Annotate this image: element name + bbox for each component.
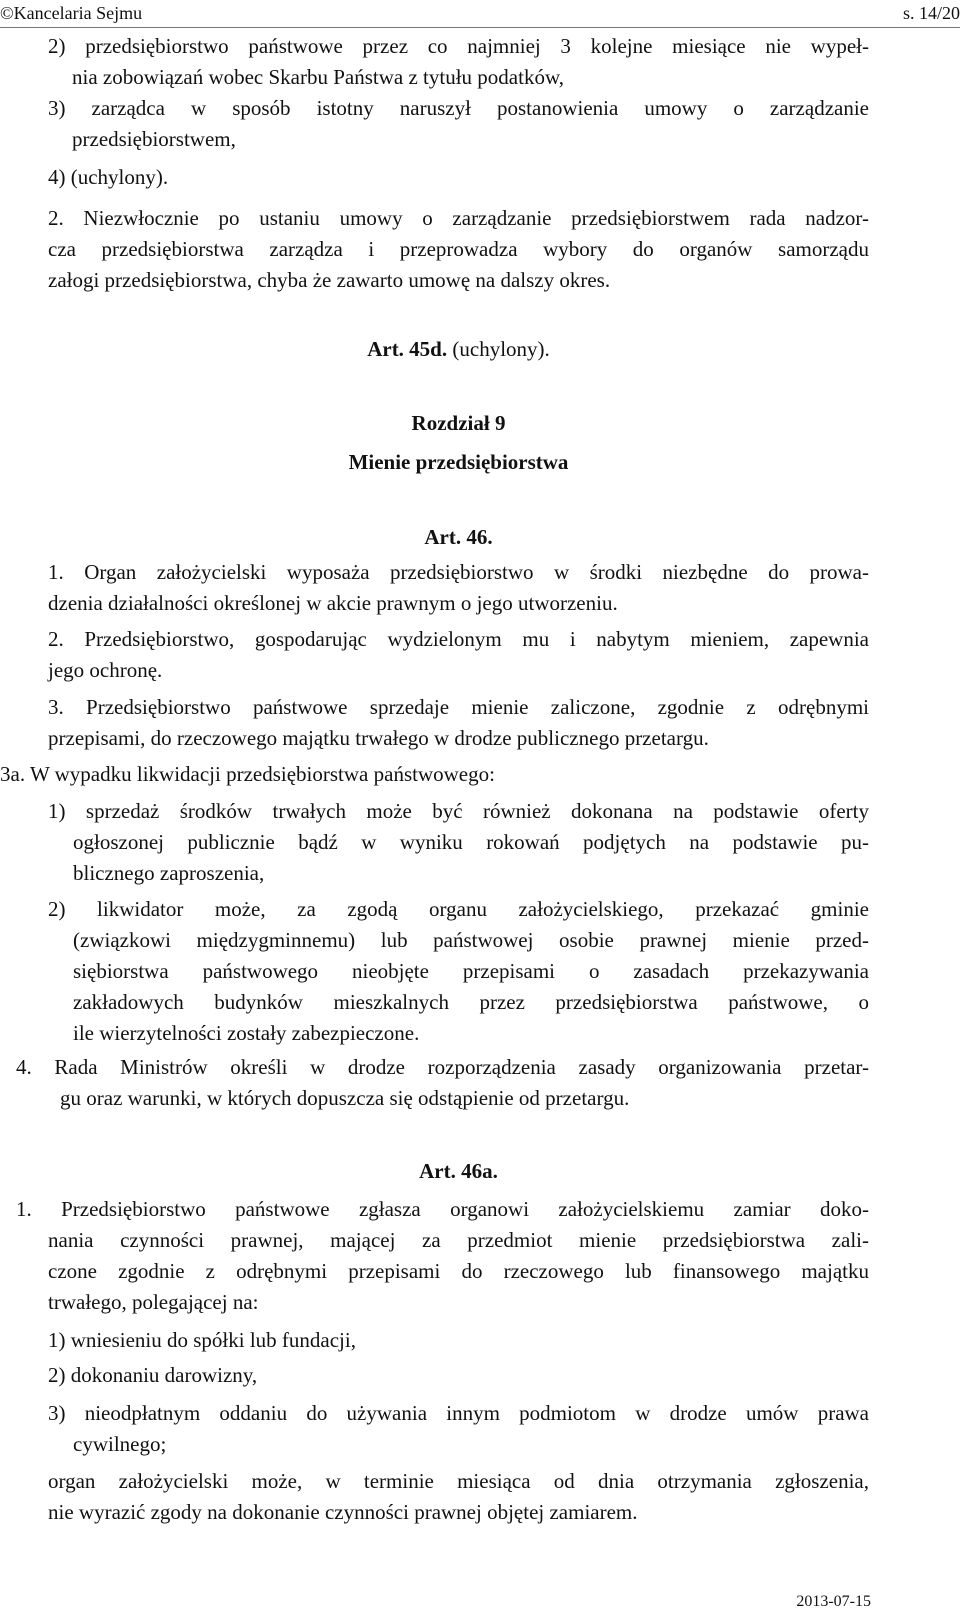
text-line: trwałego, polegającej na: <box>48 1290 259 1314</box>
text-line: jego ochronę. <box>48 658 163 682</box>
article-text: (uchylony). <box>447 337 550 361</box>
chapter-number: Rozdział 9 <box>411 411 506 435</box>
art45c-point-3 <box>48 93 869 155</box>
art46-section-3a <box>0 759 869 790</box>
text-line: gu oraz warunki, w których dopuszcza się odstąpienie od przetargu. <box>60 1086 630 1110</box>
text-line: 3) zarządca w sposób istotny naruszył postanowienia umowy o zarządzanie <box>48 96 869 120</box>
text-line: blicznego zaproszenia, <box>73 861 265 885</box>
art46a-final-paragraph <box>48 1466 869 1528</box>
art46-3a-point-2 <box>48 894 869 1049</box>
header-copyright: ©Kancelaria Sejmu <box>0 3 143 23</box>
art46a-point-1 <box>48 1325 869 1356</box>
text-line: nia zobowiązań wobec Skarbu Państwa z tytułu podatków, <box>72 65 565 89</box>
art46a-section-1 <box>16 1194 869 1318</box>
text-line: załogi przedsiębiorstwa, chyba że zawarto umowę na dalszy okres. <box>48 268 611 292</box>
text-line: siębiorstwa państwowego nieobjęte przepisami o zasadach przekazywania <box>73 959 869 983</box>
text-line: ogłoszonej publicznie bądź w wyniku rokowań podjętych na podstawie pu- <box>73 830 869 854</box>
text-line: nania czynności prawnej, mającej za przedmiot mienie przedsiębiorstwa zali- <box>48 1228 869 1252</box>
text-line: organ założycielski może, w terminie miesiąca od dnia otrzymania zgłoszenia, <box>48 1469 869 1493</box>
art46a-point-2 <box>48 1360 869 1391</box>
footer-date: 2013-07-15 <box>796 1593 871 1610</box>
art45c-point-2 <box>48 31 869 93</box>
text-line: (związkowi międzygminnemu) lub państwowej osobie prawnej mienie przed- <box>73 928 869 952</box>
text-line: czone zgodnie z odrębnymi przepisami do rzeczowego lub finansowego majątku <box>48 1259 869 1283</box>
art46-section-1 <box>48 557 869 619</box>
art46a-heading: Art. 46a. <box>419 1159 498 1183</box>
text-line: 2. Przedsiębiorstwo, gospodarując wydzielonym mu i nabytym mieniem, zapewnia <box>48 627 869 651</box>
page-header <box>0 1 960 28</box>
text-line: 2. Niezwłocznie po ustaniu umowy o zarządzanie przedsiębiorstwem rada nadzor- <box>48 206 869 230</box>
text-line: dzenia działalności określonej w akcie prawnym o jego utworzeniu. <box>48 591 618 615</box>
text-line: 1) wniesieniu do spółki lub fundacji, <box>48 1328 356 1352</box>
text-line: 1. Organ założycielski wyposaża przedsiębiorstwo w środki niezbędne do prowa- <box>48 560 869 584</box>
text-line: 4) (uchylony). <box>48 165 169 189</box>
art46-section-3 <box>48 692 869 754</box>
text-line: 1. Przedsiębiorstwo państwowe zgłasza organowi założycielskiemu zamiar doko- <box>16 1197 869 1221</box>
art45d <box>48 334 869 365</box>
art46a-point-3 <box>48 1398 869 1460</box>
art46-section-2 <box>48 624 869 686</box>
text-line: cywilnego; <box>73 1432 167 1456</box>
text-line: 2) przedsiębiorstwo państwowe przez co najmniej 3 kolejne miesiące nie wypeł- <box>48 34 869 58</box>
text-line: 3) nieodpłatnym oddaniu do używania innym podmiotom w drodze umów prawa <box>48 1401 869 1425</box>
text-line: 3. Przedsiębiorstwo państwowe sprzedaje mienie zaliczone, zgodnie z odrębnymi <box>48 695 869 719</box>
text-line: zakładowych budynków mieszkalnych przez przedsiębiorstwa państwowe, o <box>73 990 869 1014</box>
header-page-number: s. 14/20 <box>902 3 960 23</box>
art46-heading: Art. 46. <box>424 525 493 549</box>
text-line: cza przedsiębiorstwa zarządza i przeprowadza wybory do organów samorządu <box>48 237 869 261</box>
text-line: przepisami, do rzeczowego majątku trwałego w drodze publicznego przetargu. <box>48 726 709 750</box>
text-line: 1) sprzedaż środków trwałych może być również dokonana na podstawie oferty <box>48 799 869 823</box>
art46-section-4 <box>16 1052 869 1114</box>
text-line: nie wyrazić zgody na dokonanie czynności prawnej objętej zamiarem. <box>48 1500 638 1524</box>
text-line: 3a. W wypadku likwidacji przedsiębiorstwa państwowego: <box>0 762 495 786</box>
text-line: 2) dokonaniu darowizny, <box>48 1363 258 1387</box>
article-label: Art. 45d. <box>367 337 448 361</box>
text-line: 4. Rada Ministrów określi w drodze rozporządzenia zasady organizowania przetar- <box>16 1055 869 1079</box>
text-line: przedsiębiorstwem, <box>72 127 236 151</box>
chapter-title: Mienie przedsiębiorstwa <box>348 450 569 474</box>
text-line: ile wierzytelności zostały zabezpieczone. <box>73 1021 420 1045</box>
art46-3a-point-1 <box>48 796 869 889</box>
art45c-section-2 <box>48 203 869 296</box>
art45c-point-4 <box>48 162 869 193</box>
text-line: 2) likwidator może, za zgodą organu założycielskiego, przekazać gminie <box>48 897 869 921</box>
